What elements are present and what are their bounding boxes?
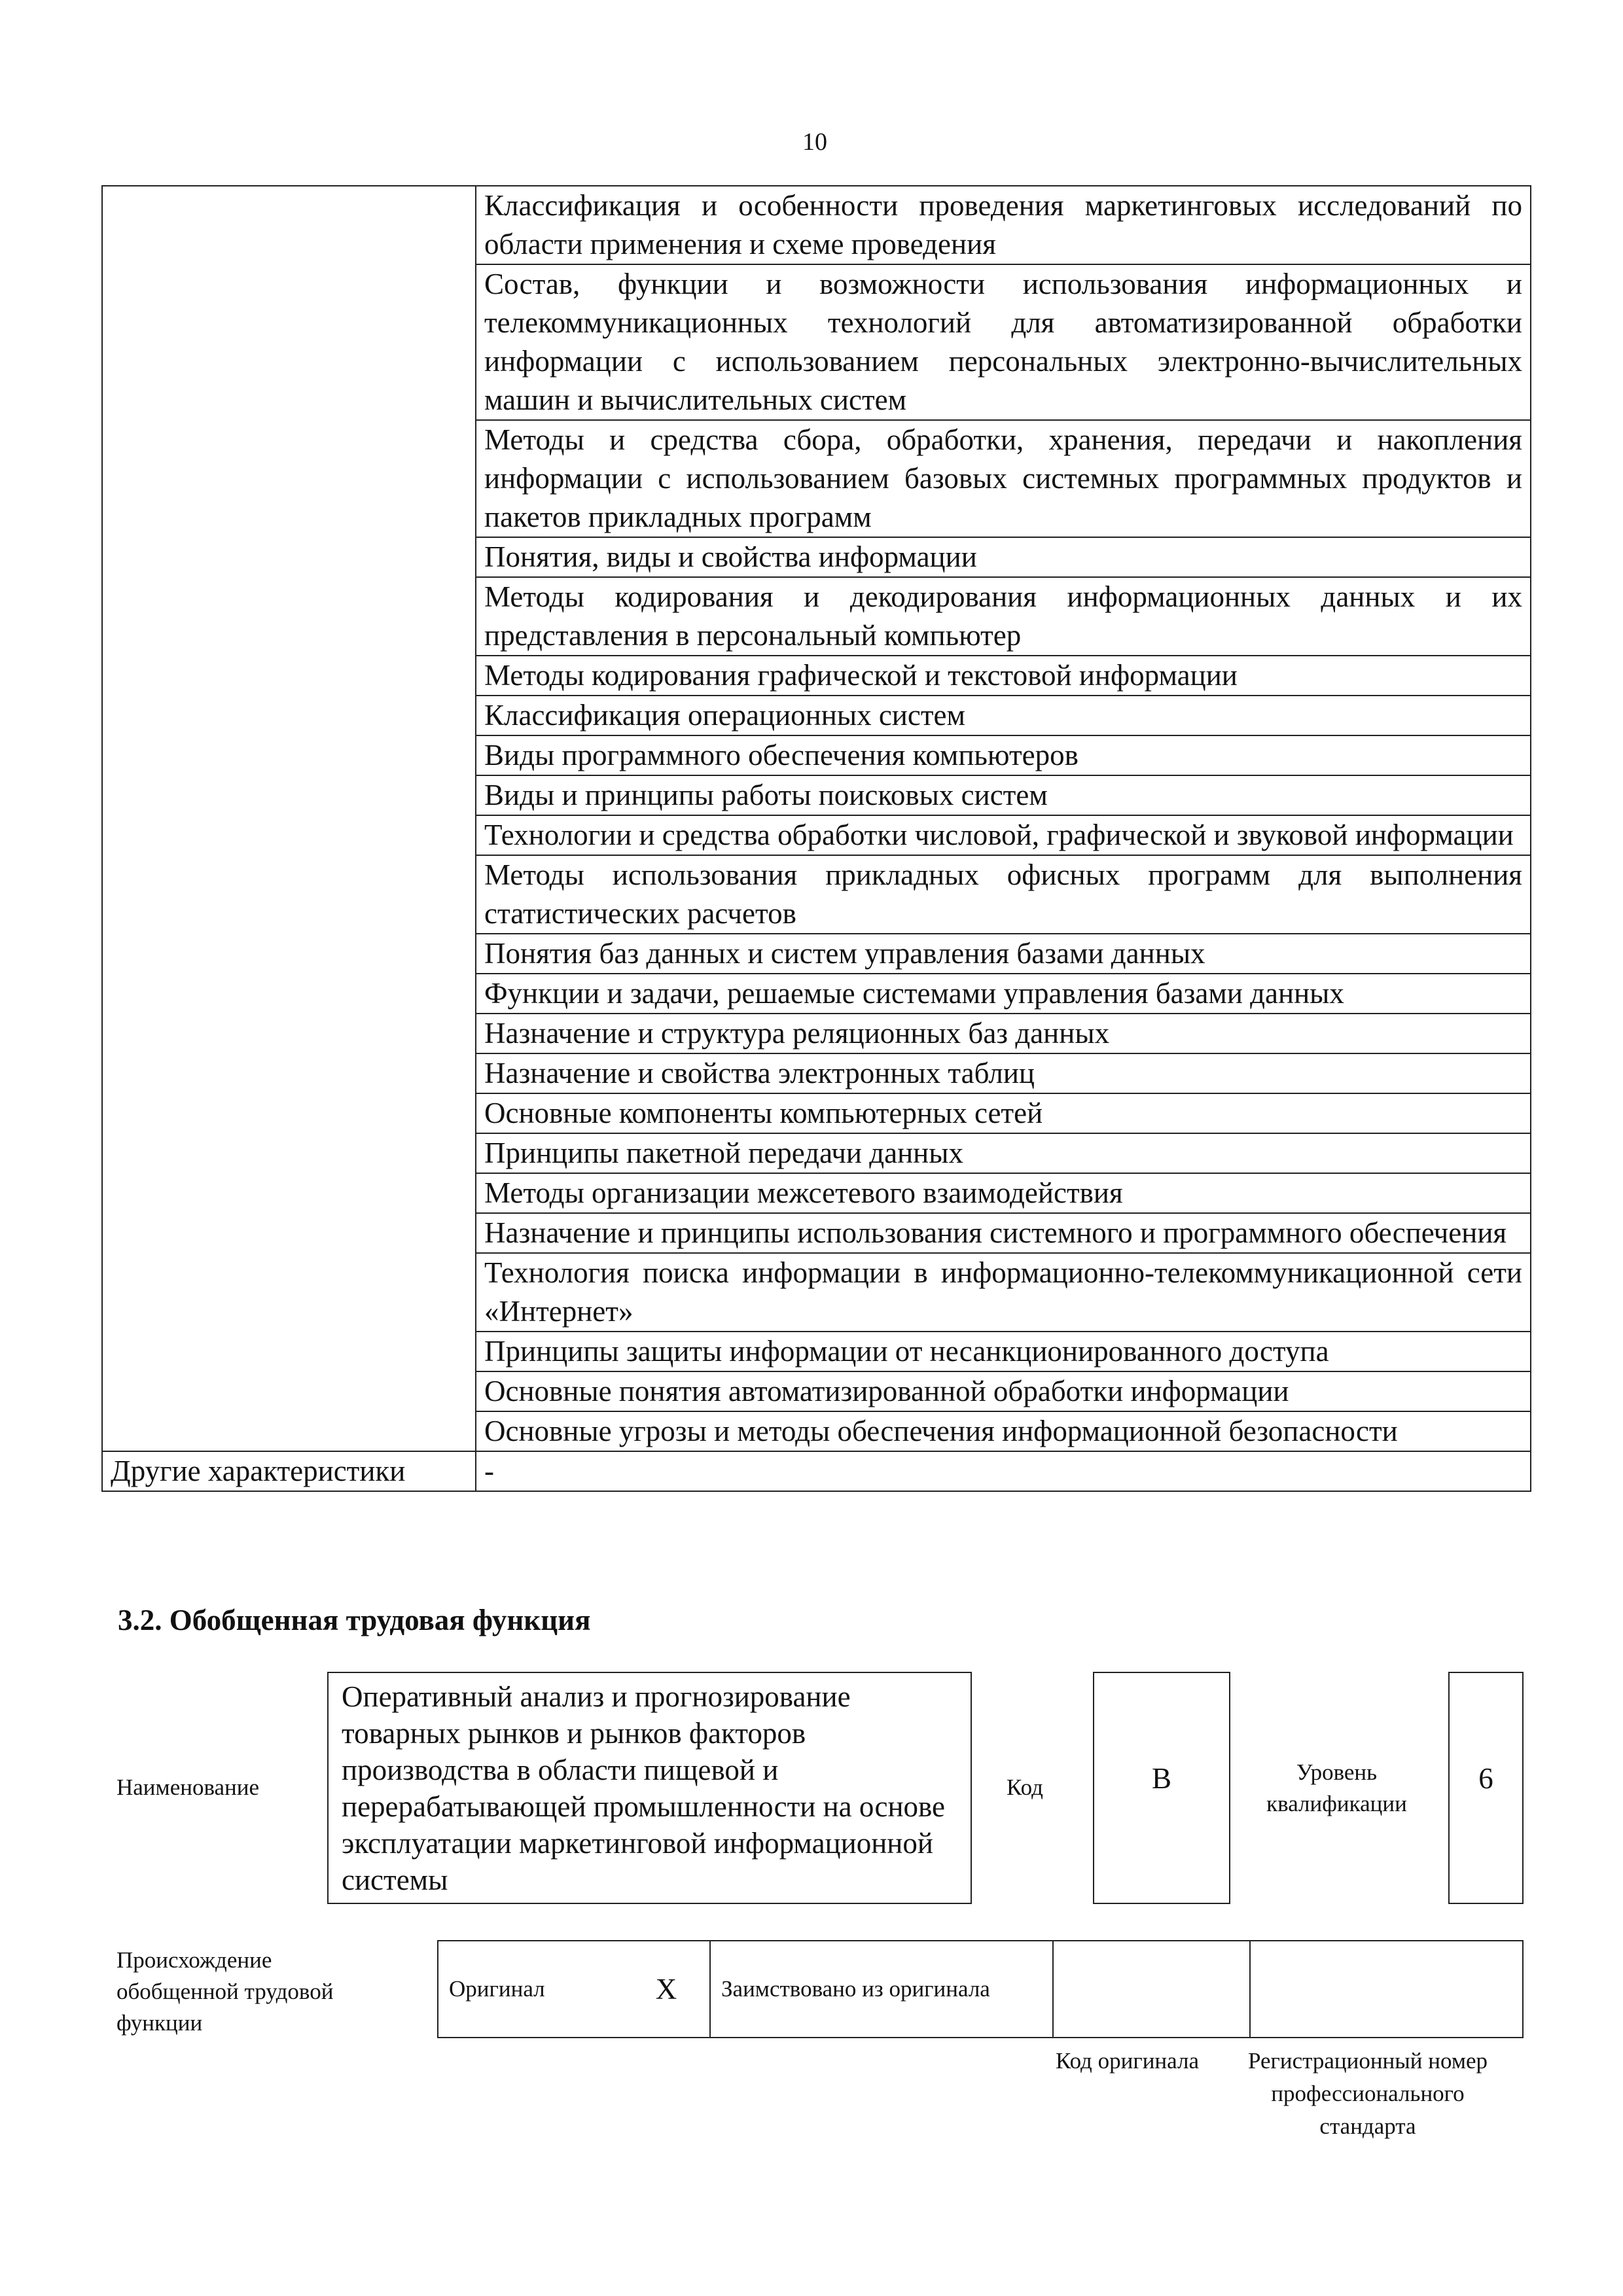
code-value: B: [1151, 1762, 1171, 1795]
borrowed-label: Заимствовано из оригинала: [710, 1941, 1053, 2038]
code-box: [1093, 1672, 1230, 1904]
knowledge-item: Методы кодирования и декодирования информационных данных и их представления в персональный компьютер: [476, 577, 1531, 656]
knowledge-item: Назначение и структура реляционных баз данных: [476, 1014, 1531, 1053]
knowledge-item: Технологии и средства обработки числовой, графической и звуковой информации: [476, 815, 1531, 855]
table-row: [102, 1451, 1531, 1491]
knowledge-item: Виды и принципы работы поисковых систем: [476, 775, 1531, 815]
level-value: 6: [1478, 1762, 1493, 1795]
knowledge-item: Методы кодирования графической и текстовой информации: [476, 656, 1531, 696]
knowledge-item: Понятия баз данных и систем управления базами данных: [476, 934, 1531, 974]
knowledge-item: Назначение и принципы использования системного и программного обеспечения: [476, 1213, 1531, 1253]
knowledge-item: Методы использования прикладных офисных программ для выполнения статистических расчетов: [476, 855, 1531, 934]
knowledge-item: Методы и средства сбора, обработки, хранения, передачи и накопления информации с использованием базовых системных программных продуктов и пакетов прикладных программ: [476, 420, 1531, 537]
other-characteristics-label: Другие характеристики: [102, 1451, 476, 1491]
knowledge-item: Основные компоненты компьютерных сетей: [476, 1093, 1531, 1133]
section-heading: 3.2. Обобщенная трудовая функция: [118, 1604, 591, 1636]
origin-label: Происхождение обобщенной трудовой функции: [116, 1947, 334, 2036]
reg-caption: Регистрационный номер профессионального стандарта: [1247, 2048, 1488, 2139]
knowledge-item: Виды программного обеспечения компьютеров: [476, 735, 1531, 775]
other-characteristics-value: -: [476, 1451, 1531, 1491]
function-name-box: Оперативный анализ и прогнозирование товарных рынков и рынков факторов производства в области пищевой и перерабатывающей промышленности на основе эксплуатации маркетинговой информационной системы: [327, 1672, 972, 1904]
knowledge-item: Понятия, виды и свойства информации: [476, 537, 1531, 577]
level-label: Уровень квалификации: [1266, 1759, 1407, 1816]
original-code-cell: [1053, 1941, 1250, 2038]
knowledge-item: Состав, функции и возможности использования информационных и телекоммуникационных технологий для автоматизированной обработки информации с использованием персональных электронно-вычислительных машин и вычислительных систем: [476, 264, 1531, 420]
original-label: Оригинал: [438, 1941, 623, 2038]
registration-number-cell: [1250, 1941, 1523, 2038]
knowledge-item: Классификация операционных систем: [476, 696, 1531, 735]
knowledge-item: Основные понятия автоматизированной обработки информации: [476, 1371, 1531, 1411]
knowledge-item: Основные угрозы и методы обеспечения информационной безопасности: [476, 1411, 1531, 1451]
table-row: [102, 186, 1531, 264]
knowledge-item: Методы организации межсетевого взаимодействия: [476, 1173, 1531, 1213]
original-mark: X: [623, 1941, 710, 2038]
knowledge-item: Назначение и свойства электронных таблиц: [476, 1053, 1531, 1093]
knowledge-item: Принципы защиты информации от несанкционированного доступа: [476, 1332, 1531, 1371]
page-number: 10: [802, 128, 827, 156]
code-caption: Код оригинала: [1055, 2048, 1200, 2074]
origin-table: [437, 1940, 1524, 2038]
left-column-empty: [102, 186, 476, 1451]
name-label: Наименование: [116, 1775, 260, 1800]
code-label: Код: [1007, 1775, 1043, 1800]
level-box: [1448, 1672, 1524, 1904]
knowledge-item: Функции и задачи, решаемые системами управления базами данных: [476, 974, 1531, 1014]
knowledge-item: Принципы пакетной передачи данных: [476, 1133, 1531, 1173]
knowledge-item: Классификация и особенности проведения маркетинговых исследований по области применения и схеме проведения: [476, 186, 1531, 264]
knowledge-table: [101, 185, 1531, 1492]
knowledge-item: Технология поиска информации в информационно-телекоммуникационной сети «Интернет»: [476, 1253, 1531, 1332]
